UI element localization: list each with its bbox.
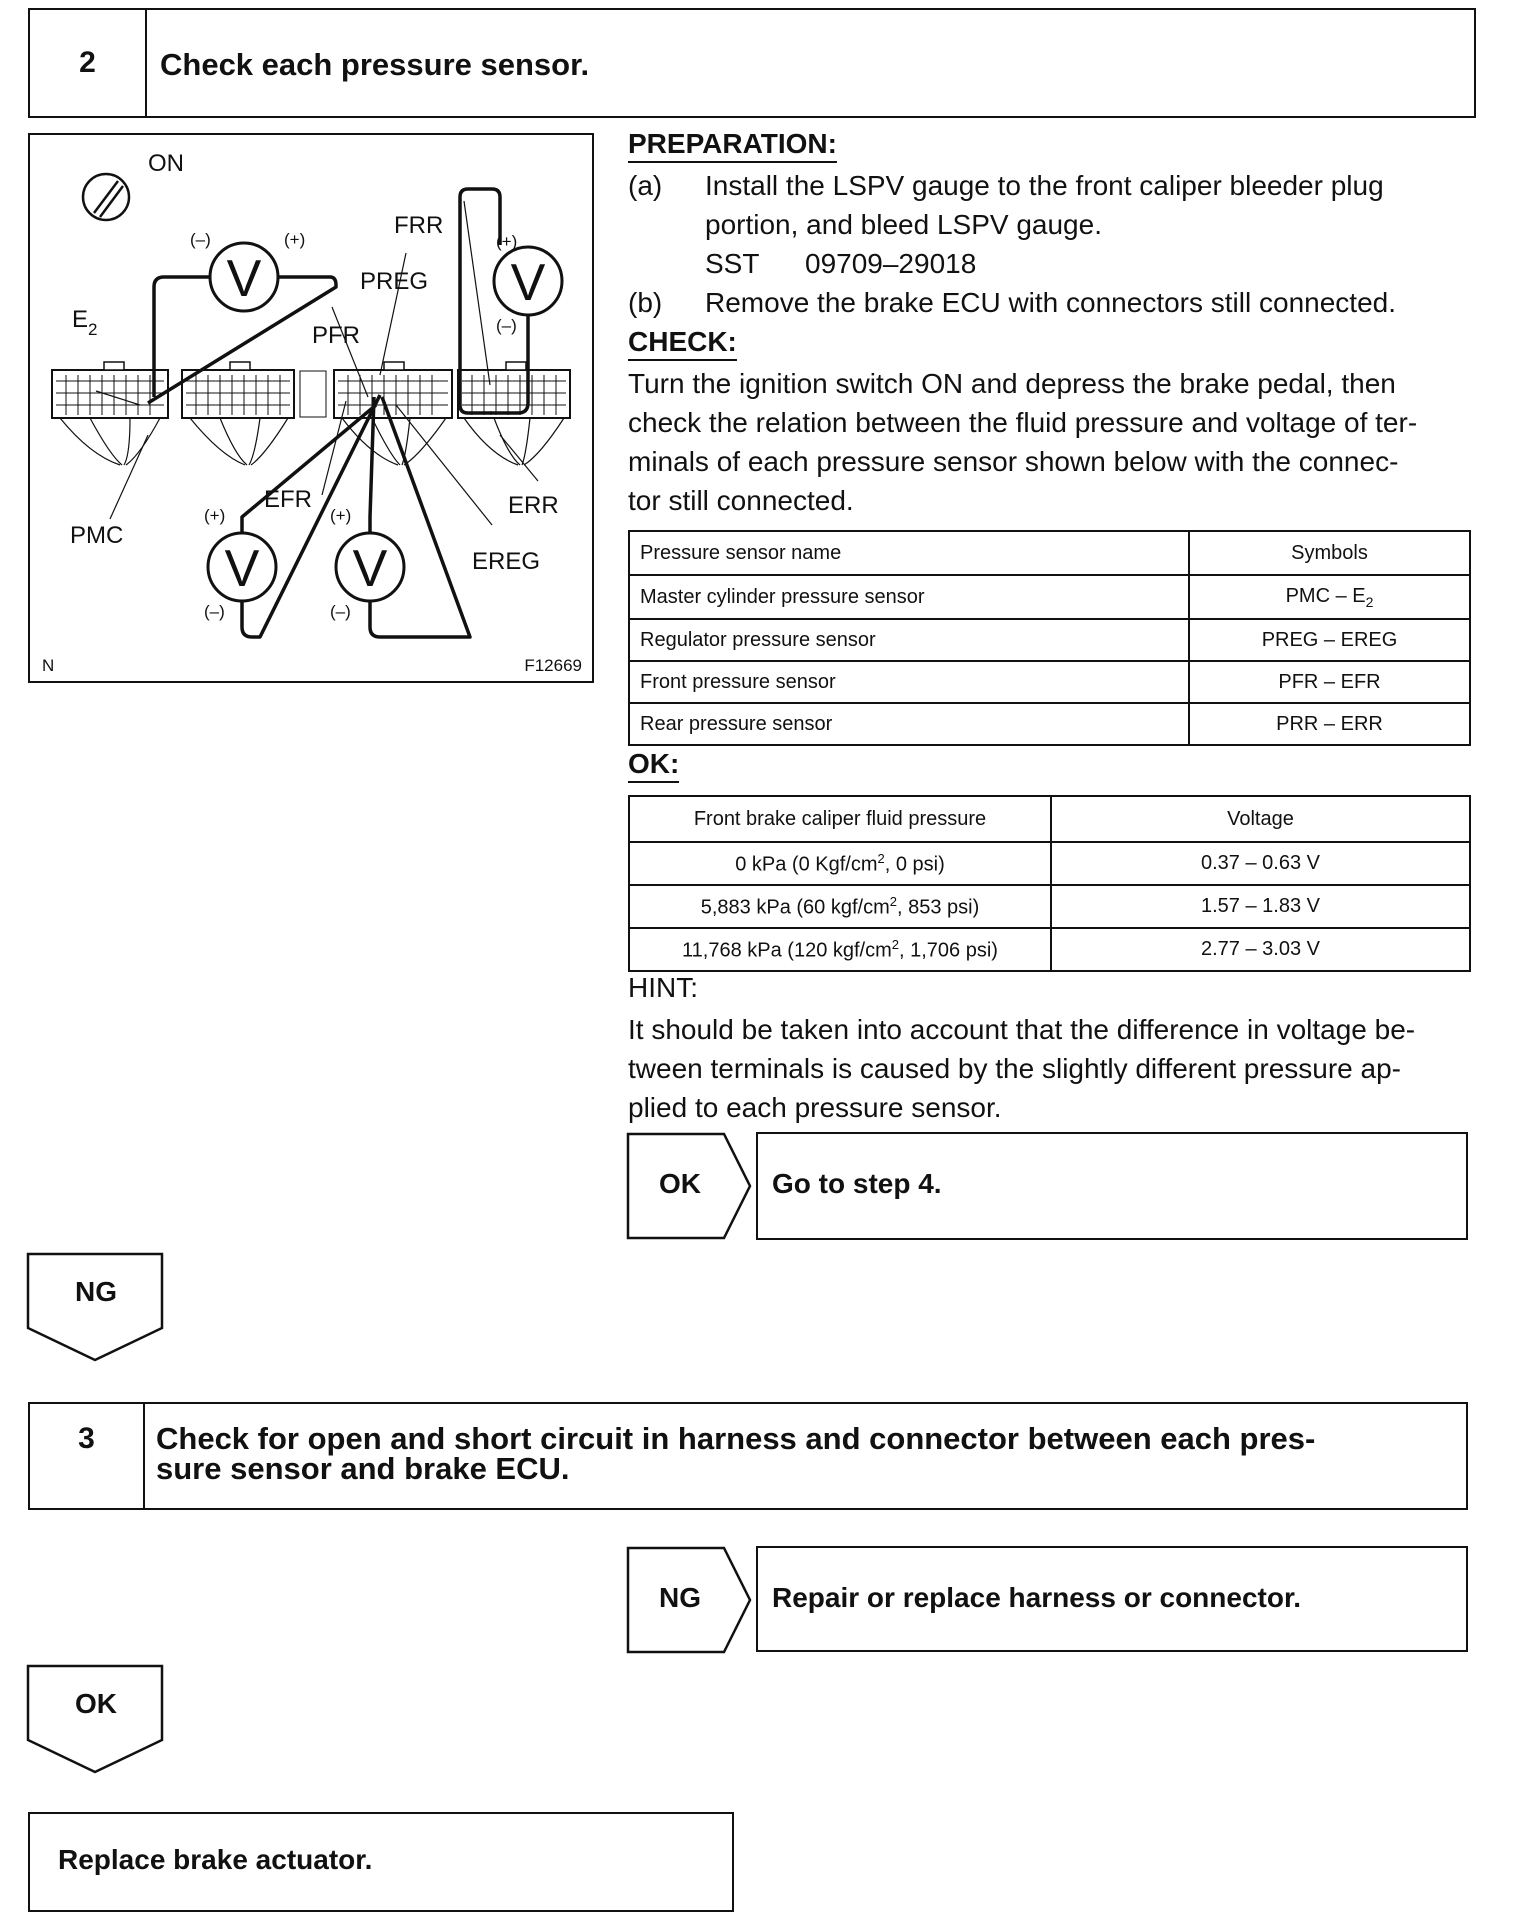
- label-preg: PREG: [360, 268, 429, 295]
- table-row: [629, 619, 1470, 661]
- voltage-cell: 1.57 – 1.83 V: [1051, 885, 1470, 928]
- prep-sst-label: SST: [705, 248, 760, 279]
- table-row: [629, 928, 1470, 971]
- sensor-symbol: PMC – $E_2$: [1189, 575, 1470, 619]
- voltage-header-voltage: Voltage: [1051, 796, 1470, 842]
- prep-a-line1: Install the LSPV gauge to the front caliper bleeder plug: [705, 170, 1384, 201]
- sensor-name: Regulator pressure sensor: [629, 619, 1189, 661]
- ok-heading: OK:: [628, 748, 679, 783]
- table-row: [629, 703, 1470, 745]
- step2-divider: [145, 10, 147, 116]
- sensor-header-symbol: Symbols: [1189, 531, 1470, 575]
- svg-text:V: V: [224, 540, 260, 598]
- hint-line-1: It should be taken into account that the difference in voltage be-: [628, 1014, 1416, 1045]
- label-e2: $E_2$: [72, 306, 98, 339]
- connector-1: [52, 362, 168, 418]
- step3-title-line2: sure sensor and brake ECU.: [156, 1451, 570, 1486]
- svg-text:V: V: [226, 250, 262, 308]
- label-efr: EFR: [264, 486, 312, 513]
- voltage-table: [628, 795, 1471, 972]
- sensor-symbol: PFR – EFR: [1189, 661, 1470, 703]
- table-row: [629, 796, 1470, 842]
- pressure-cell: 0 kPa (0 Kgf/$cm^2$, 0 psi): [629, 842, 1051, 885]
- ng-down-label: NG: [75, 1276, 117, 1307]
- check-line-2: check the relation between the fluid pressure and voltage of ter-: [628, 407, 1418, 438]
- svg-text:(+): (+): [284, 230, 306, 249]
- prep-sst-value: 09709–29018: [805, 248, 977, 279]
- voltage-cell: 0.37 – 0.63 V: [1051, 842, 1470, 885]
- label-frr: FRR: [394, 212, 444, 239]
- step3-divider: [143, 1404, 145, 1508]
- voltage-header-pressure: Front brake caliper fluid pressure: [629, 796, 1051, 842]
- sensor-symbol: PREG – EREG: [1189, 619, 1470, 661]
- voltmeter-bottom-right-icon: [336, 533, 404, 601]
- sensor-table: [628, 530, 1471, 746]
- prep-b-line1: Remove the brake ECU with connectors still connected.: [705, 287, 1396, 318]
- step2-header: [28, 8, 1476, 118]
- hint-line-3: plied to each pressure sensor.: [628, 1092, 1002, 1123]
- step3-number: 3: [78, 1422, 95, 1455]
- svg-text:(–): (–): [330, 602, 351, 621]
- check-line-1: Turn the ignition switch ON and depress the brake pedal, then: [628, 368, 1396, 399]
- sensor-symbol: PRR – ERR: [1189, 703, 1470, 745]
- check-heading: CHECK:: [628, 326, 737, 361]
- sensor-name: Front pressure sensor: [629, 661, 1189, 703]
- ng-badge-label: NG: [659, 1582, 701, 1613]
- ng-down-arrow-icon: [26, 1252, 166, 1364]
- ng-result-text: Repair or replace harness or connector.: [772, 1582, 1302, 1613]
- sensor-name: Master cylinder pressure sensor: [629, 575, 1189, 619]
- on-label: ON: [148, 150, 184, 177]
- table-row: [629, 842, 1470, 885]
- wiring-diagram: [28, 133, 594, 683]
- voltage-cell: 2.77 – 3.03 V: [1051, 928, 1470, 971]
- connector-3: [334, 362, 452, 418]
- svg-text:(–): (–): [190, 230, 211, 249]
- pressure-cell: 5,883 kPa (60 kgf/$cm^2$, 853 psi): [629, 885, 1051, 928]
- ok-result-text: Go to step 4.: [772, 1168, 942, 1199]
- label-pmc: PMC: [70, 522, 124, 549]
- leader-lines: [96, 201, 538, 525]
- svg-text:V: V: [352, 540, 388, 598]
- label-pfr: PFR: [312, 322, 360, 349]
- connector-4: [458, 362, 570, 418]
- voltmeter-bottom-left-icon: [208, 533, 276, 601]
- figure-id: F12669: [524, 656, 582, 675]
- sensor-name: Rear pressure sensor: [629, 703, 1189, 745]
- sensor-header-name: Pressure sensor name: [629, 531, 1189, 575]
- step2-title: Check each pressure sensor.: [160, 47, 590, 82]
- prep-a-line2: portion, and bleed LSPV gauge.: [705, 209, 1102, 240]
- svg-text:(+): (+): [496, 232, 518, 251]
- table-row: [629, 885, 1470, 928]
- label-ereg: EREG: [472, 548, 541, 575]
- step2-number: 2: [79, 46, 96, 79]
- ok-badge-label: OK: [659, 1168, 701, 1199]
- table-row: [629, 661, 1470, 703]
- check-line-4: tor still connected.: [628, 485, 854, 516]
- svg-text:V: V: [510, 254, 546, 312]
- label-err: ERR: [508, 492, 559, 519]
- step3-header: [28, 1402, 1468, 1510]
- ok-down-label: OK: [75, 1688, 117, 1719]
- svg-text:(+): (+): [204, 506, 226, 525]
- diagram-svg: [30, 135, 592, 681]
- hint-label: HINT:: [628, 972, 698, 1003]
- final-action-text: Replace brake actuator.: [58, 1844, 373, 1875]
- table-row: [629, 575, 1470, 619]
- prep-b-marker: (b): [628, 287, 663, 318]
- corner-left: N: [42, 656, 55, 675]
- preparation-heading: PREPARATION:: [628, 128, 837, 163]
- table-row: [629, 531, 1470, 575]
- svg-text:(+): (+): [330, 506, 352, 525]
- step3-title-line1: Check for open and short circuit in harness and connector between each pres-: [156, 1421, 1316, 1456]
- ok-down-arrow-icon: [26, 1664, 166, 1776]
- ignition-switch-icon: [83, 174, 129, 220]
- pressure-cell: 11,768 kPa (120 kgf/$cm^2$, 1,706 psi): [629, 928, 1051, 971]
- svg-text:(–): (–): [496, 316, 517, 335]
- voltmeter-top-left-icon: [210, 243, 278, 311]
- voltmeter-top-right-icon: [494, 247, 562, 315]
- hint-line-2: tween terminals is caused by the slightly different pressure ap-: [628, 1053, 1401, 1084]
- check-line-3: minals of each pressure sensor shown below with the connec-: [628, 446, 1399, 477]
- svg-text:(–): (–): [204, 602, 225, 621]
- prep-a-marker: (a): [628, 170, 663, 201]
